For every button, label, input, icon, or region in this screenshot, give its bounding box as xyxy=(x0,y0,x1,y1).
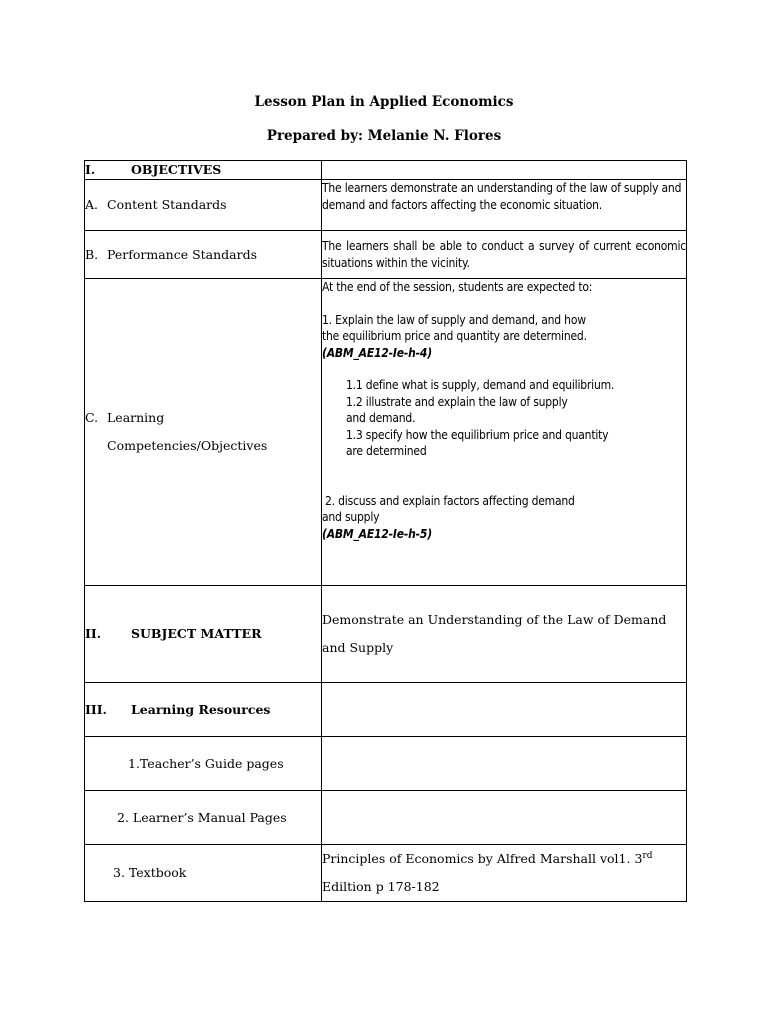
learning-competencies-content xyxy=(322,279,687,586)
textbook-edition-superscript: rd xyxy=(642,850,653,861)
textbook-line2: Ediltion p 178-182 xyxy=(322,879,440,894)
subject-matter-line1: Demonstrate an Understanding of the Law of Demand xyxy=(322,612,667,627)
textbook-text xyxy=(322,845,687,902)
document-title: Lesson Plan in Applied Economics xyxy=(254,94,514,110)
learning-competencies-line2: Competencies/Objectives xyxy=(107,438,268,453)
performance-standards-letter: B. xyxy=(85,246,99,262)
performance-standards-label xyxy=(85,231,322,279)
learning-resources-label: Learning Resources xyxy=(131,701,271,717)
competency-sub-1-2-line2: and demand. xyxy=(346,411,416,425)
table-row xyxy=(85,231,687,279)
table-row xyxy=(85,161,687,180)
performance-standards-text: The learners shall be able to conduct a survey of current economic situations within the vicinity. xyxy=(322,231,687,279)
learning-resources-empty-cell xyxy=(322,683,687,737)
subject-matter-label: SUBJECT MATTER xyxy=(131,626,262,641)
objectives-label: OBJECTIVES xyxy=(131,162,222,177)
textbook-label: 3. Textbook xyxy=(85,845,322,902)
teachers-guide-label: 1.Teacher’s Guide pages xyxy=(85,737,322,791)
learners-manual-empty-cell xyxy=(322,791,687,845)
table-row xyxy=(85,845,687,902)
learning-competencies-letter: C. xyxy=(85,410,99,425)
table-row xyxy=(85,586,687,683)
competencies-intro: At the end of the session, students are expected to: xyxy=(322,280,593,294)
table-row xyxy=(85,180,687,231)
objectives-number: I. xyxy=(85,162,96,177)
competency-item-1-line1: 1. Explain the law of supply and demand, and how xyxy=(322,312,586,327)
teachers-guide-empty-cell xyxy=(322,737,687,791)
table-row xyxy=(85,791,687,845)
prepared-by: Prepared by: Melanie N. Flores xyxy=(266,128,502,144)
competency-item-2-line2: and supply xyxy=(322,510,380,524)
table-row xyxy=(85,683,687,737)
performance-standards-text-label: Performance Standards xyxy=(107,246,258,262)
learning-competencies-label xyxy=(85,279,322,586)
content-standards-text-label: Content Standards xyxy=(107,197,227,212)
competency-item-1-line2: the equilibrium price and quantity are determined. xyxy=(322,329,587,343)
learning-resources-header xyxy=(85,683,322,737)
objectives-empty-cell xyxy=(322,161,687,180)
lesson-plan-table xyxy=(84,160,687,902)
competency-sub-1-1: 1.1 define what is supply, demand and equilibrium. xyxy=(346,378,615,392)
competency-item-2-line1: 2. discuss and explain factors affecting demand xyxy=(325,493,575,508)
competency-sub-1-3-line2: are determined xyxy=(346,444,427,458)
competency-sub-1-3-line1: 1.3 specify how the equilibrium price and quantity xyxy=(346,427,609,442)
learners-manual-label: 2. Learner’s Manual Pages xyxy=(85,791,322,845)
subject-matter-number: II. xyxy=(85,626,102,641)
objectives-header xyxy=(85,161,322,180)
competency-item-1-code: (ABM_AE12-Ie-h-4) xyxy=(322,345,432,360)
content-standards-letter: A. xyxy=(85,197,99,212)
competency-sub-1-2-line1: 1.2 illustrate and explain the law of supply xyxy=(346,394,568,409)
content-standards-text: The learners demonstrate an understanding of the law of supply and demand and factors affecting the economic situation. xyxy=(322,180,687,231)
learning-competencies-line1: Learning xyxy=(107,410,165,425)
learning-resources-number: III. xyxy=(85,701,107,717)
subject-matter-line2: and Supply xyxy=(322,640,394,655)
table-row xyxy=(85,737,687,791)
subject-matter-text xyxy=(322,586,687,683)
textbook-title: Principles of Economics by Alfred Marshall vol1. 3 xyxy=(322,851,643,866)
subject-matter-header xyxy=(85,586,322,683)
content-standards-label xyxy=(85,180,322,231)
table-row xyxy=(85,279,687,586)
textbook-line1 xyxy=(322,845,686,873)
competency-item-2-code: (ABM_AE12-Ie-h-5) xyxy=(322,526,432,541)
